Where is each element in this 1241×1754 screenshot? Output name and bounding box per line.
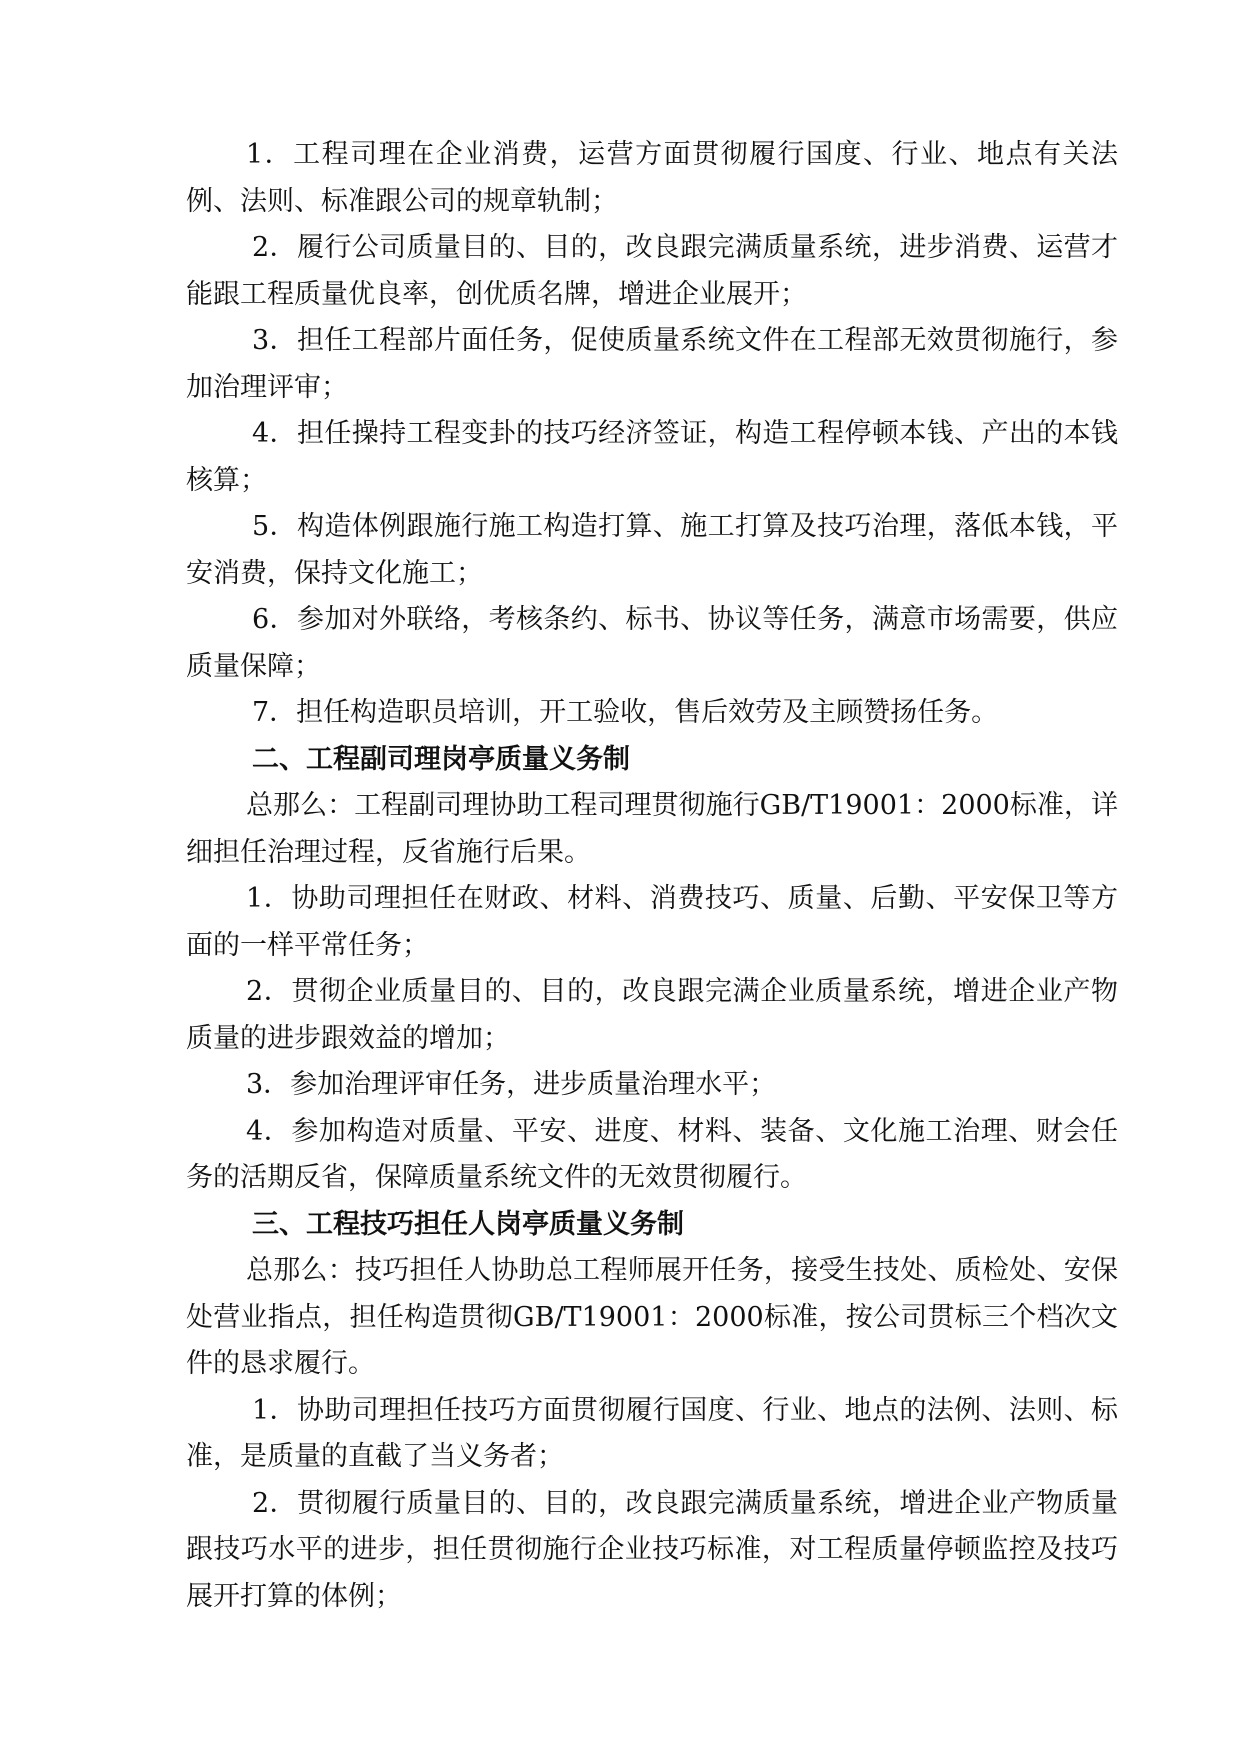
paragraph-1: 1．工程司理在企业消费，运营方面贯彻履行国度、行业、地点有关法例、法则、标准跟公司的规章轨制；: [186, 139, 1118, 217]
paragraph-6: 6．参加对外联络，考核条约、标书、协议等任务，满意市场需要，供应质量保障；: [186, 604, 1118, 682]
section2-item-1: 1．协助司理担任在财政、材料、消费技巧、质量、后勤、平安保卫等方面的一样平常任务；: [186, 883, 1118, 961]
section2-item-2: 2．贯彻企业质量目的、目的，改良跟完满企业质量系统，增进企业产物质量的进步跟效益的增加；: [186, 976, 1118, 1054]
section3-item-2: 2．贯彻履行质量目的、目的，改良跟完满质量系统，增进企业产物质量跟技巧水平的进步，担任贯彻施行企业技巧标准，对工程质量停顿监控及技巧展开打算的体例；: [186, 1487, 1118, 1612]
paragraph-4: 4．担任操持工程变卦的技巧经济签证，构造工程停顿本钱、产出的本钱核算；: [186, 418, 1118, 496]
section-heading-3: 三、工程技巧担任人岗亭质量义务制: [252, 1208, 684, 1240]
paragraph-5: 5．构造体例跟施行施工构造打算、施工打算及技巧治理，落低本钱，平安消费，保持文化施工；: [186, 511, 1118, 589]
section2-summary: 总那么：工程副司理协助工程司理贯彻施行GB/T19001：2000标准，详细担任治理过程，反省施行后果。: [186, 790, 1118, 868]
paragraph-7: 7．担任构造职员培训，开工验收，售后效劳及主顾赞扬任务。: [252, 697, 999, 728]
section3-summary: 总那么：技巧担任人协助总工程师展开任务，接受生技处、质检处、安保处营业指点，担任构造贯彻GB/T19001：2000标准，按公司贯标三个档次文件的恳求履行。: [186, 1255, 1118, 1379]
section-heading-2: 二、工程副司理岗亭质量义务制: [252, 743, 630, 775]
section2-item-3: 3．参加治理评审任务，进步质量治理水平；: [246, 1069, 777, 1100]
section3-item-1: 1．协助司理担任技巧方面贯彻履行国度、行业、地点的法例、法则、标准，是质量的直截了当义务者；: [186, 1394, 1118, 1472]
paragraph-2: 2．履行公司质量目的、目的，改良跟完满质量系统，进步消费、运营才能跟工程质量优良率，创优质名牌，增进企业展开；: [186, 232, 1118, 310]
document-page: [186, 132, 1118, 1620]
section2-item-4: 4．参加构造对质量、平安、进度、材料、装备、文化施工治理、财会任务的活期反省，保障质量系统文件的无效贯彻履行。: [186, 1115, 1118, 1193]
paragraph-3: 3．担任工程部片面任务，促使质量系统文件在工程部无效贯彻施行，参加治理评审；: [186, 325, 1118, 403]
